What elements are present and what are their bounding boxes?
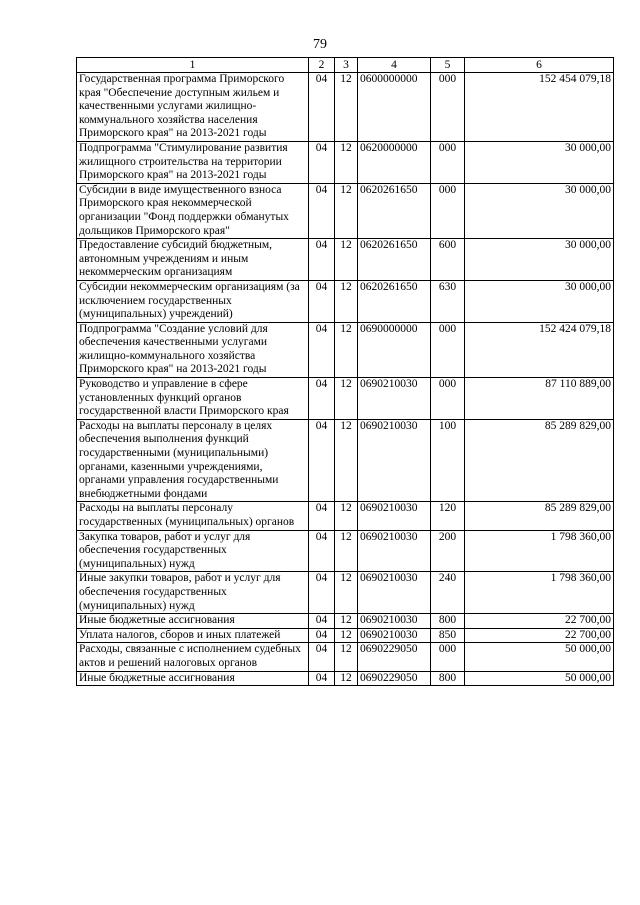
- row-expense-type-cell: 000: [431, 183, 465, 238]
- row-name-cell: Государственная программа Приморского края "Обеспечение доступным жильем и качественными услугами жилищно-коммунального хозяйства населения Приморского края" на 2013-2021 годы: [77, 73, 309, 142]
- table-row: [77, 378, 614, 420]
- row-section-cell: 04: [309, 530, 335, 572]
- row-subsection-cell: 12: [335, 280, 358, 322]
- row-expense-type-cell: 200: [431, 530, 465, 572]
- row-expense-type-cell: 600: [431, 239, 465, 281]
- table-row: [77, 628, 614, 643]
- row-subsection-cell: 12: [335, 628, 358, 643]
- row-subsection-cell: 12: [335, 614, 358, 629]
- table-row: [77, 239, 614, 281]
- row-name-cell: Подпрограмма "Стимулирование развития жилищного строительства на территории Приморского края" на 2013-2021 годы: [77, 141, 309, 183]
- row-target-code-cell: 0690229050: [358, 671, 431, 686]
- table-row: [77, 671, 614, 686]
- row-section-cell: 04: [309, 183, 335, 238]
- page-number: 79: [313, 37, 327, 52]
- row-expense-type-cell: 000: [431, 643, 465, 671]
- table-body: [77, 73, 614, 686]
- row-amount-cell: 22 700,00: [465, 614, 614, 629]
- row-expense-type-cell: 850: [431, 628, 465, 643]
- row-target-code-cell: 0600000000: [358, 73, 431, 142]
- row-subsection-cell: 12: [335, 502, 358, 530]
- table-row: [77, 643, 614, 671]
- row-name-cell: Расходы, связанные с исполнением судебных актов и решений налоговых органов: [77, 643, 309, 671]
- row-section-cell: 04: [309, 73, 335, 142]
- row-expense-type-cell: 800: [431, 671, 465, 686]
- header-col-1: 1: [77, 58, 309, 73]
- row-subsection-cell: 12: [335, 141, 358, 183]
- row-target-code-cell: 0690210030: [358, 419, 431, 502]
- row-target-code-cell: 0620261650: [358, 280, 431, 322]
- row-section-cell: 04: [309, 614, 335, 629]
- row-target-code-cell: 0690000000: [358, 322, 431, 377]
- row-target-code-cell: 0620000000: [358, 141, 431, 183]
- row-amount-cell: 152 454 079,18: [465, 73, 614, 142]
- row-name-cell: Руководство и управление в сфере установленных функций органов государственной власти Приморского края: [77, 378, 309, 420]
- row-target-code-cell: 0620261650: [358, 183, 431, 238]
- row-section-cell: 04: [309, 322, 335, 377]
- row-target-code-cell: 0690210030: [358, 572, 431, 614]
- row-subsection-cell: 12: [335, 530, 358, 572]
- row-subsection-cell: 12: [335, 73, 358, 142]
- row-expense-type-cell: 000: [431, 141, 465, 183]
- row-section-cell: 04: [309, 378, 335, 420]
- row-amount-cell: 152 424 079,18: [465, 322, 614, 377]
- table-row: [77, 322, 614, 377]
- header-col-5: 5: [431, 58, 465, 73]
- table-row: [77, 183, 614, 238]
- row-expense-type-cell: 000: [431, 378, 465, 420]
- table-row: [77, 572, 614, 614]
- row-section-cell: 04: [309, 643, 335, 671]
- row-section-cell: 04: [309, 628, 335, 643]
- row-name-cell: Субсидии в виде имущественного взноса Приморского края некоммерческой организации "Фонд поддержки обманутых дольщиков Приморского края": [77, 183, 309, 238]
- table-row: [77, 502, 614, 530]
- row-section-cell: 04: [309, 419, 335, 502]
- row-target-code-cell: 0690210030: [358, 614, 431, 629]
- row-section-cell: 04: [309, 239, 335, 281]
- header-col-2: 2: [309, 58, 335, 73]
- row-section-cell: 04: [309, 280, 335, 322]
- row-section-cell: 04: [309, 671, 335, 686]
- row-target-code-cell: 0690210030: [358, 502, 431, 530]
- row-subsection-cell: 12: [335, 378, 358, 420]
- row-amount-cell: 85 289 829,00: [465, 419, 614, 502]
- row-name-cell: Закупка товаров, работ и услуг для обеспечения государственных (муниципальных) нужд: [77, 530, 309, 572]
- row-amount-cell: 50 000,00: [465, 671, 614, 686]
- row-name-cell: Подпрограмма "Создание условий для обеспечения качественными услугами жилищно-коммунального хозяйства Приморского края" на 2013-2021 годы: [77, 322, 309, 377]
- row-amount-cell: 87 110 889,00: [465, 378, 614, 420]
- table-row: [77, 419, 614, 502]
- header-col-4: 4: [358, 58, 431, 73]
- row-expense-type-cell: 000: [431, 73, 465, 142]
- row-section-cell: 04: [309, 141, 335, 183]
- row-expense-type-cell: 240: [431, 572, 465, 614]
- table-row: [77, 73, 614, 142]
- row-name-cell: Предоставление субсидий бюджетным, автономным учреждениям и иным некоммерческим организациям: [77, 239, 309, 281]
- row-expense-type-cell: 120: [431, 502, 465, 530]
- table-row: [77, 141, 614, 183]
- row-amount-cell: 1 798 360,00: [465, 530, 614, 572]
- row-amount-cell: 85 289 829,00: [465, 502, 614, 530]
- row-section-cell: 04: [309, 502, 335, 530]
- row-subsection-cell: 12: [335, 183, 358, 238]
- row-subsection-cell: 12: [335, 322, 358, 377]
- row-subsection-cell: 12: [335, 572, 358, 614]
- row-amount-cell: 30 000,00: [465, 183, 614, 238]
- row-name-cell: Расходы на выплаты персоналу в целях обеспечения выполнения функций государственными (муниципальными) органами, казенными учреждениями, органами управления государственными внебюджетными фондами: [77, 419, 309, 502]
- header-col-3: 3: [335, 58, 358, 73]
- row-expense-type-cell: 000: [431, 322, 465, 377]
- row-target-code-cell: 0690229050: [358, 643, 431, 671]
- row-amount-cell: 30 000,00: [465, 280, 614, 322]
- budget-table: [76, 57, 614, 686]
- row-name-cell: Субсидии некоммерческим организациям (за исключением государственных (муниципальных) учреждений): [77, 280, 309, 322]
- table-row: [77, 614, 614, 629]
- row-name-cell: Уплата налогов, сборов и иных платежей: [77, 628, 309, 643]
- row-target-code-cell: 0690210030: [358, 628, 431, 643]
- table-row: [77, 530, 614, 572]
- row-amount-cell: 30 000,00: [465, 141, 614, 183]
- row-amount-cell: 50 000,00: [465, 643, 614, 671]
- row-target-code-cell: 0690210030: [358, 378, 431, 420]
- header-col-6: 6: [465, 58, 614, 73]
- row-target-code-cell: 0690210030: [358, 530, 431, 572]
- row-subsection-cell: 12: [335, 419, 358, 502]
- row-expense-type-cell: 100: [431, 419, 465, 502]
- header-row: [77, 58, 614, 73]
- row-name-cell: Иные бюджетные ассигнования: [77, 614, 309, 629]
- table-row: [77, 280, 614, 322]
- row-amount-cell: 1 798 360,00: [465, 572, 614, 614]
- row-target-code-cell: 0620261650: [358, 239, 431, 281]
- row-expense-type-cell: 630: [431, 280, 465, 322]
- row-section-cell: 04: [309, 572, 335, 614]
- row-amount-cell: 30 000,00: [465, 239, 614, 281]
- row-subsection-cell: 12: [335, 239, 358, 281]
- row-subsection-cell: 12: [335, 643, 358, 671]
- row-name-cell: Иные бюджетные ассигнования: [77, 671, 309, 686]
- row-expense-type-cell: 800: [431, 614, 465, 629]
- row-amount-cell: 22 700,00: [465, 628, 614, 643]
- row-name-cell: Иные закупки товаров, работ и услуг для обеспечения государственных (муниципальных) нужд: [77, 572, 309, 614]
- row-name-cell: Расходы на выплаты персоналу государственных (муниципальных) органов: [77, 502, 309, 530]
- row-subsection-cell: 12: [335, 671, 358, 686]
